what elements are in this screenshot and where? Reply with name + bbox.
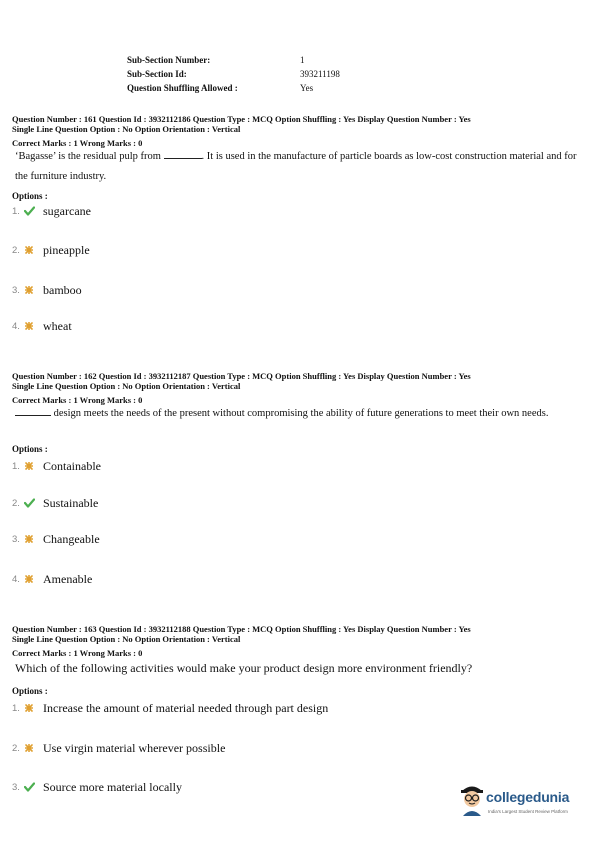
answer-blank [15,405,51,416]
option-text: Amenable [43,571,93,586]
check-icon [23,497,35,509]
option-text: Source more material locally [43,779,182,794]
check-icon [23,781,35,793]
option-2 [12,495,98,511]
option-text: Changeable [43,531,100,546]
question-text: Which of the following activities would make your product design more environment friendly? [15,661,473,675]
option-number: 2. [12,742,20,754]
option-text: Sustainable [43,495,99,510]
question-marks: Correct Marks : 1 Wrong Marks : 0 [12,395,143,405]
option-1 [12,458,101,474]
option-text: Use virgin material wherever possible [43,740,226,755]
option-4 [12,571,92,587]
option-1 [12,203,91,219]
cross-icon [23,244,35,256]
option-number: 1. [12,460,20,472]
question-text [15,147,585,187]
question-header: Question Number : 162 Question Id : 3932112187 Question Type : MCQ Option Shuffling : Yes Display Question Number : Yes [12,371,471,381]
options-label: Options : [12,686,48,696]
option-4 [12,318,72,334]
option-number: 4. [12,320,20,332]
question-header: Question Number : 161 Question Id : 3932112186 Question Type : MCQ Option Shuffling : Yes Display Question Number : Yes [12,114,471,124]
option-text: Increase the amount of material needed through part design [43,700,329,715]
question-header-options: Single Line Question Option : No Option Orientation : Vertical [12,381,241,391]
subsection-number: 1 [300,55,305,65]
cross-icon [23,460,35,472]
cross-icon [23,742,35,754]
question-marks: Correct Marks : 1 Wrong Marks : 0 [12,648,143,658]
subsection-id: 393211198 [300,69,340,79]
mascot-icon [458,782,486,816]
subsection-id-label: Sub-Section Id: [127,69,187,79]
cross-icon [23,702,35,714]
question-header-options: Single Line Question Option : No Option Orientation : Vertical [12,124,241,134]
subsection-number-label: Sub-Section Number: [127,55,211,65]
question-header-options: Single Line Question Option : No Option Orientation : Vertical [12,634,241,644]
option-text: bamboo [43,282,82,297]
question-text-part1: ‘Bagasse’ is the residual pulp from [15,151,161,162]
cross-icon [23,320,35,332]
question-header: Question Number : 163 Question Id : 3932112188 Question Type : MCQ Option Shuffling : Yes Display Question Number : Yes [12,624,471,634]
option-text: pineapple [43,242,90,257]
options-label: Options : [12,191,48,201]
shuffling-label: Question Shuffling Allowed : [127,83,238,93]
option-2 [12,242,90,258]
option-number: 1. [12,205,20,217]
cross-icon [23,573,35,585]
option-3 [12,282,82,298]
option-2 [12,740,225,756]
question-text-part2: . It is used in the manufacture of particle boards as low-cost construction material and for the furniture industry. [15,151,577,182]
option-number: 3. [12,781,20,793]
option-text: Containable [43,458,101,473]
question-text-body: design meets the needs of the present without compromising the ability of future generations to meet their own needs. [53,408,549,419]
collegedunia-logo [458,778,588,824]
option-3 [12,531,100,547]
question-text [15,404,585,424]
options-label: Options : [12,444,48,454]
option-text: wheat [43,318,72,333]
option-number: 2. [12,497,20,509]
option-1 [12,700,328,716]
option-text: sugarcane [43,203,91,218]
option-number: 3. [12,533,20,545]
question-marks: Correct Marks : 1 Wrong Marks : 0 [12,138,143,148]
option-3 [12,779,182,795]
shuffling-value: Yes [300,83,314,93]
option-number: 4. [12,573,20,585]
logo-name: collegedunia [486,789,570,805]
logo-tagline: India's Largest Student Review Platform [488,809,568,814]
answer-blank [164,148,202,159]
cross-icon [23,284,35,296]
option-number: 1. [12,702,20,714]
option-number: 2. [12,244,20,256]
cross-icon [23,533,35,545]
option-number: 3. [12,284,20,296]
check-icon [23,205,35,217]
